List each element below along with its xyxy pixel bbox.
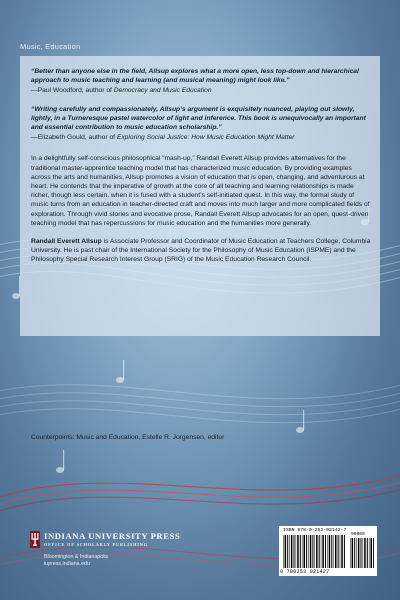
endorsement-attribution-1 [31,86,371,95]
author-name: Randall Everett Allsup [31,238,102,246]
ean-barcode [283,535,345,568]
category-label: Music, Education [20,42,81,51]
endorsement-quote-2: “Writing carefully and compassionately, Allsup’s argument is exquisitely nuanced, playing out slowly, lightly, in a Turneresque pastel watercolor of light and inference. This book is unequivocally an important and essential contribution to music education scholarship.” [31,105,366,132]
ean-number: 9 780253 021427 [280,569,330,575]
publisher-city: Bloomington & Indianapolis [44,554,109,560]
attribution-prefix-2: —Elizabeth Gould, author of [31,134,117,142]
isbn-label: ISBN 978-0-253-02142-7 [283,528,347,533]
author-bio [31,237,371,265]
addon-barcode [350,538,374,568]
publisher-subtitle: OFFICE OF SCHOLARLY PUBLISHING [44,542,148,547]
series-line: Counterpoints: Music and Education, Estelle R. Jorgensen, editor [31,434,225,441]
endorsement-attribution-2 [31,133,371,142]
book-description: In a delightfully self-conscious philosophical “mash-up,” Randall Everett Allsup provides alternatives for the traditional master-apprentice teaching model that has characterized music education. By providing examples across the arts and humanities, Allsup promotes a vision of education that is open, changing, and adventurous at heart. He contends that the imperative of growth at the core of all teaching and learning relationships is made richer, though less certain, when it is fused with a student’s self-initiated quest. In this way, the formal study of music turns from an education in teacher-directed craft and moves into much larger and more complicated fields of exploration. Through vivid stories and evocative prose, Randall Everett Allsup advocates for an open, quest-driven teaching model that has repercussions for music education and the humanities more generally. [31,155,370,227]
attribution-title-2: Exploring Social Justice: How Music Education Might Matter [116,134,295,142]
back-cover-text [31,67,371,265]
attribution-title-1: Democracy and Music Education [113,87,212,95]
publisher-block [30,531,230,571]
publisher-name: INDIANA UNIVERSITY PRESS [44,531,181,541]
endorsement-quote-1: “Better than anyone else in the field, Allsup explores what a more open, less top-down and hierarchical approach to music teaching and learning (and musical meaning) might look like.” [31,68,359,85]
attribution-prefix-1: —Paul Woodford, author of [31,87,114,95]
barcode-box [279,526,377,576]
author-bio-text: is Associate Professor and Coordinator of Music Education at Teachers College, Columbia University. He is past chair of the International Society for the Philosophy of Music Education (ISPME) and the Philosophy Special Research Interest Group (SRIG) of the Music Education Research Council. [31,238,371,264]
publisher-website: iupress.indiana.edu [44,561,90,567]
trident-logo-icon [30,531,40,548]
price-addon-number: 90000 [351,532,365,537]
